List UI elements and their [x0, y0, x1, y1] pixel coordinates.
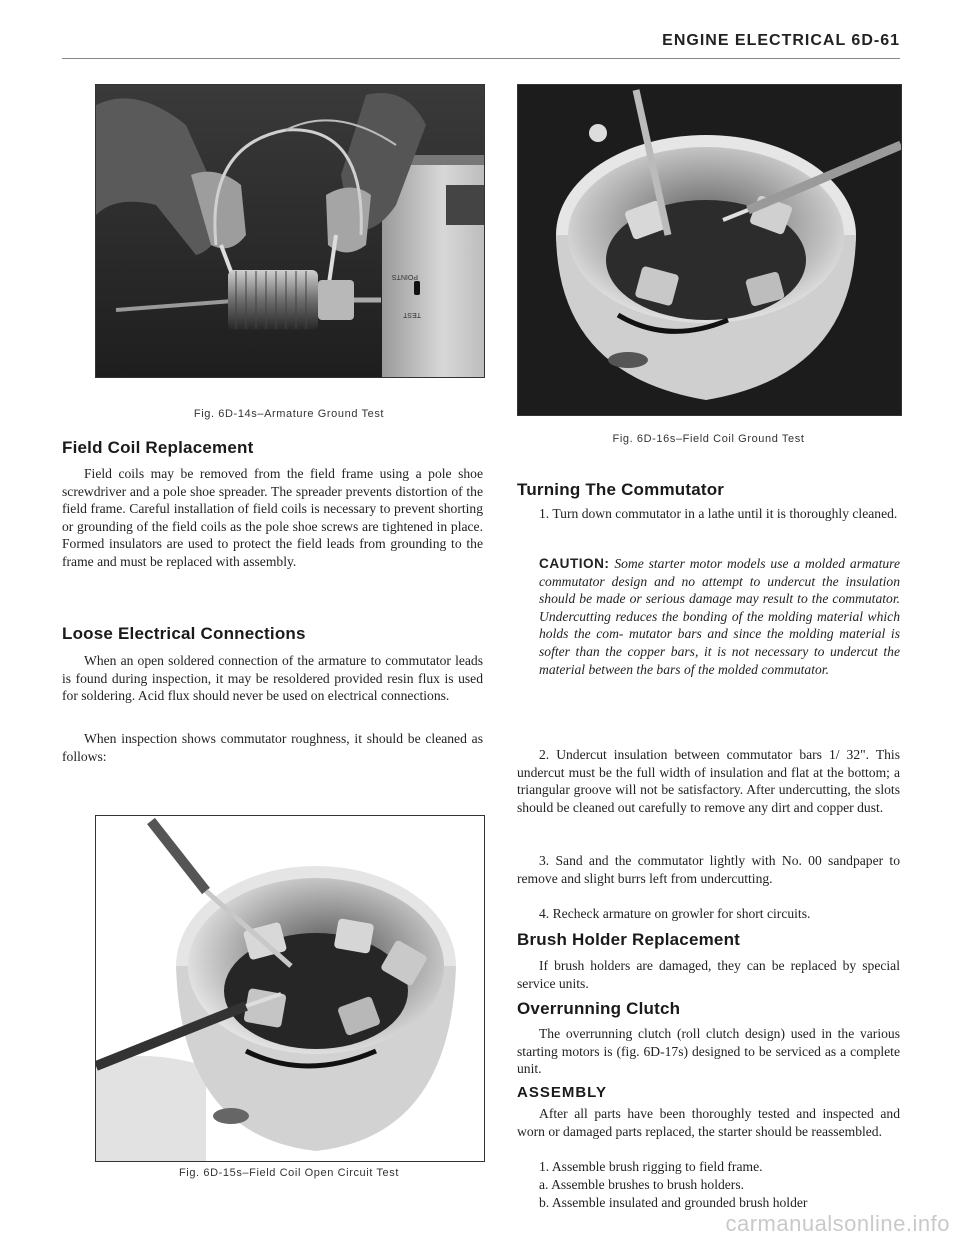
paragraph-field-coil-replacement: Field coils may be removed from the field frame using a pole shoe screwdriver and a pole shoe spreader. The spreader prevents distortion of the field frame. Careful installation of field coils is necessary to prevent shorting or grounding of the field coils as the pole shoe screws are tightened in place. Formed insulators are used to protect the field leads from grounding to the frame and must be replaced with assembly. [62, 466, 483, 569]
paragraph-assembly: After all parts have been thoroughly tested and inspected and worn or damaged parts replaced, the starter should be reassembled. [517, 1106, 900, 1139]
step-1-turn-down-commutator: 1. Turn down commutator in a lathe until it is thoroughly cleaned. [539, 506, 898, 521]
svg-text:POINTS: POINTS [391, 273, 418, 280]
step-assemble-brush-rigging: 1. Assemble brush rigging to field frame. [539, 1159, 763, 1174]
figure-caption-field-coil-ground-test: Fig. 6D-16s–Field Coil Ground Test [612, 433, 805, 445]
svg-text:TEST: TEST [403, 311, 421, 318]
step-a-assemble-brushes: a. Assemble brushes to brush holders. [539, 1177, 745, 1192]
watermark: carmanualsonline.info [725, 1211, 950, 1236]
caution-note [539, 555, 900, 678]
heading-overrunning-clutch: Overrunning Clutch [517, 999, 681, 1018]
paragraph-brush-holder: If brush holders are damaged, they can be replaced by special service units. [517, 958, 900, 991]
caution-label: CAUTION: [539, 556, 610, 571]
figure-field-coil-ground-test [517, 84, 902, 416]
armature-ground-test-photo [96, 85, 484, 377]
step-3-sand-commutator: 3. Sand and the commutator lightly with No. 00 sandpaper to remove and slight burrs left from undercutting. [517, 853, 900, 886]
paragraph-overrunning-clutch: The overrunning clutch (roll clutch design) used in the various starting motors is (fig. 6D-17s) designed to be serviced as a complete unit. [517, 1026, 900, 1077]
figure-caption-armature-ground-test: Fig. 6D-14s–Armature Ground Test [193, 408, 385, 420]
paragraph-loose-connections-1: When an open soldered connection of the armature to commutator leads is found during inspection, it may be resoldered provided resin flux is used for soldering. Acid flux should never be used on electrical connections. [62, 653, 483, 704]
heading-turning-the-commutator: Turning The Commutator [517, 480, 725, 499]
heading-assembly: ASSEMBLY [517, 1084, 607, 1101]
figure-field-coil-open-circuit-test [95, 815, 485, 1162]
heading-field-coil-replacement: Field Coil Replacement [62, 438, 254, 457]
header-rule [62, 58, 900, 59]
paragraph-loose-connections-2: When inspection shows commutator roughness, it should be cleaned as follows: [62, 731, 483, 764]
step-4-recheck-armature: 4. Recheck armature on growler for short circuits. [539, 906, 811, 921]
field-coil-open-circuit-test-photo [96, 816, 484, 1161]
step-b-assemble-holder: b. Assemble insulated and grounded brush holder [539, 1195, 808, 1210]
figure-caption-field-coil-open-circuit-test: Fig. 6D-15s–Field Coil Open Circuit Test [178, 1167, 400, 1179]
step-2-undercut-insulation: 2. Undercut insulation between commutator bars 1/ 32". This undercut must be the full width of insulation and flat at the bottom; a triangular groove will not be satisfactory. After undercutting, the slots should be cleaned out carefully to remove any dirt and copper dust. [517, 747, 900, 815]
field-coil-ground-test-photo [518, 85, 901, 415]
caution-text: Some starter motor models use a molded armature commutator design and no attempt to undercut the insulation should be made or serious damage may result to the commutator. Undercutting reduces the bonding of the molding material which holds the com- mutator bars and since the molding material is softer than the copper bars, it is not necessary to undercut the material between the bars of the molded commutator. [539, 556, 900, 677]
figure-armature-ground-test [95, 84, 485, 378]
page-header: ENGINE ELECTRICAL 6D-61 [662, 32, 900, 49]
heading-loose-electrical-connections: Loose Electrical Connections [62, 624, 306, 643]
heading-brush-holder-replacement: Brush Holder Replacement [517, 930, 741, 949]
